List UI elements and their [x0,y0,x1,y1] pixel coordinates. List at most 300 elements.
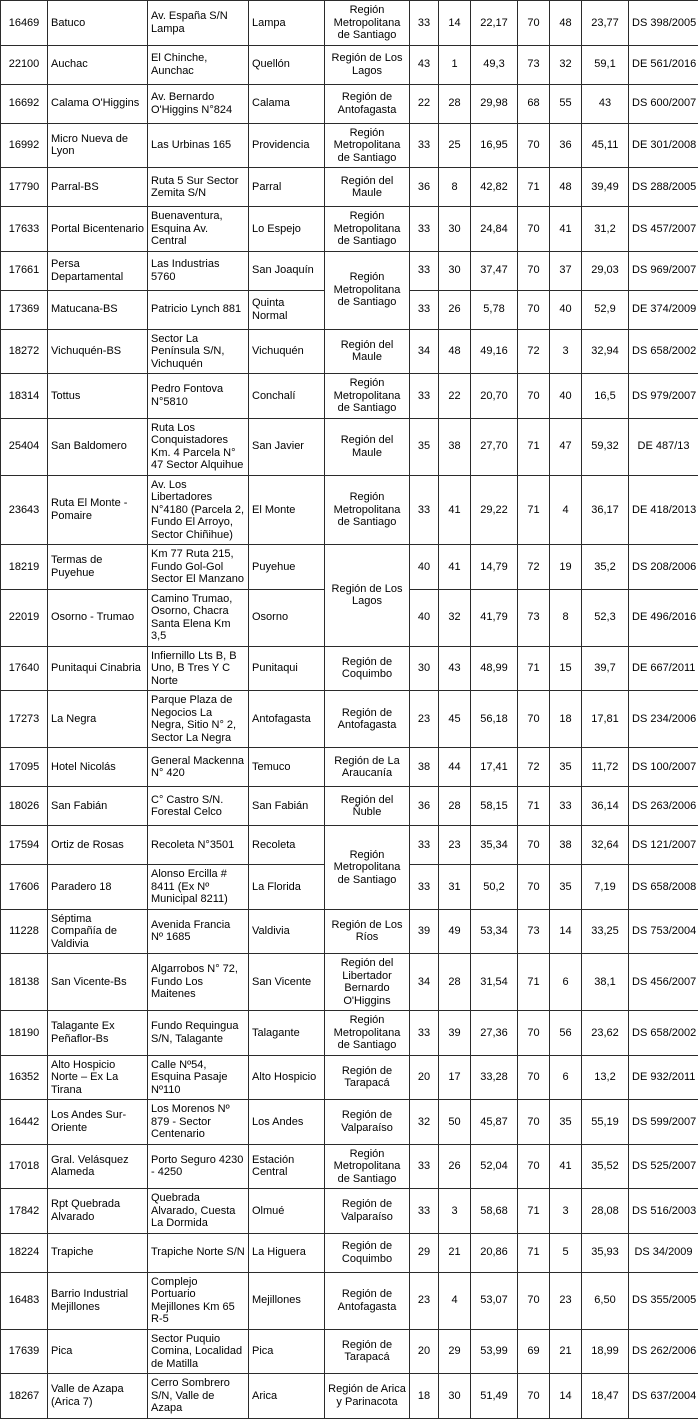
table-row [1,1144,698,1189]
value-cell: 32 [439,589,471,646]
commune-cell: Osorno [249,589,325,646]
facility-id-cell: 16442 [1,1100,48,1145]
address-cell: Camino Trumao, Osorno, Chacra Santa Elena Km 3,5 [148,589,249,646]
value-cell: 52,9 [582,290,629,329]
address-cell: Km 77 Ruta 215, Fundo Gol-Gol Sector El Manzano [148,545,249,590]
value-cell: 21 [439,1233,471,1272]
value-cell: 41 [550,1144,582,1189]
commune-cell: Arica [249,1374,325,1419]
region-cell: Región del Ñuble [325,787,410,826]
facility-name-cell: San Fabián [48,787,148,826]
value-cell: 6,50 [582,1272,629,1329]
decree-cell: DS 121/2007 [629,826,698,865]
table-row [1,826,698,865]
value-cell: 71 [518,646,550,691]
value-cell: 71 [518,168,550,207]
facilities-table-body [1,1,698,1419]
region-cell: Región de Antofagasta [325,1272,410,1329]
address-cell: Avenida Francia Nº 1685 [148,909,249,954]
value-cell: 70 [518,1011,550,1056]
value-cell: 48 [439,329,471,374]
value-cell: 73 [518,909,550,954]
value-cell: 49,16 [471,329,518,374]
table-row [1,207,698,252]
value-cell: 29,98 [471,84,518,123]
facility-id-cell: 18272 [1,329,48,374]
facility-name-cell: Osorno - Trumao [48,589,148,646]
value-cell: 40 [410,545,439,590]
address-cell: General Mackenna N° 420 [148,748,249,787]
table-row [1,1011,698,1056]
value-cell: 22 [410,84,439,123]
address-cell: Alonso Ercilla # 8411 (Ex Nº Municipal 8211) [148,865,249,910]
facility-name-cell: La Negra [48,691,148,748]
value-cell: 33 [550,787,582,826]
table-row [1,954,698,1011]
value-cell: 53,99 [471,1329,518,1374]
value-cell: 71 [518,1233,550,1272]
value-cell: 33 [410,207,439,252]
value-cell: 29 [410,1233,439,1272]
region-cell: Región de Valparaíso [325,1189,410,1234]
value-cell: 45 [439,691,471,748]
value-cell: 59,1 [582,45,629,84]
value-cell: 28 [439,84,471,123]
value-cell: 41,79 [471,589,518,646]
value-cell: 22 [439,374,471,419]
value-cell: 7,19 [582,865,629,910]
region-cell: Región Metropolitana de Santiago [325,1011,410,1056]
facility-id-cell: 18190 [1,1011,48,1056]
value-cell: 70 [518,374,550,419]
value-cell: 48 [550,1,582,46]
decree-cell: DS 753/2004 [629,909,698,954]
value-cell: 14,79 [471,545,518,590]
decree-cell: DS 355/2005 [629,1272,698,1329]
value-cell: 41 [550,207,582,252]
facility-id-cell: 17606 [1,865,48,910]
value-cell: 45,11 [582,123,629,168]
table-row [1,1100,698,1145]
value-cell: 40 [550,374,582,419]
value-cell: 53,34 [471,909,518,954]
address-cell: Recoleta N°3501 [148,826,249,865]
value-cell: 15 [550,646,582,691]
value-cell: 72 [518,545,550,590]
value-cell: 33 [410,251,439,290]
facility-id-cell: 22100 [1,45,48,84]
value-cell: 36 [550,123,582,168]
region-cell: Región de Valparaíso [325,1100,410,1145]
value-cell: 19 [550,545,582,590]
decree-cell: DS 658/2008 [629,865,698,910]
value-cell: 70 [518,1,550,46]
facility-id-cell: 17594 [1,826,48,865]
value-cell: 35 [550,1100,582,1145]
facility-id-cell: 16692 [1,84,48,123]
region-cell: Región Metropolitana de Santiago [325,207,410,252]
commune-cell: Vichuquén [249,329,325,374]
value-cell: 35,2 [582,545,629,590]
address-cell: Infiernillo Lts B, B Uno, B Tres Y C Norte [148,646,249,691]
value-cell: 35 [550,748,582,787]
decree-cell: DS 34/2009 [629,1233,698,1272]
facility-name-cell: Micro Nueva de Lyon [48,123,148,168]
region-cell: Región de Coquimbo [325,1233,410,1272]
value-cell: 71 [518,418,550,475]
facility-id-cell: 16469 [1,1,48,46]
value-cell: 32,64 [582,826,629,865]
value-cell: 51,49 [471,1374,518,1419]
value-cell: 33,28 [471,1055,518,1100]
region-cell: Región Metropolitana de Santiago [325,251,410,329]
facility-name-cell: Termas de Puyehue [48,545,148,590]
commune-cell: El Monte [249,475,325,545]
facility-name-cell: Rpt Quebrada Alvarado [48,1189,148,1234]
value-cell: 35 [550,865,582,910]
facility-id-cell: 17273 [1,691,48,748]
facility-id-cell: 17095 [1,748,48,787]
value-cell: 40 [410,589,439,646]
value-cell: 44 [439,748,471,787]
facility-name-cell: Parral-BS [48,168,148,207]
value-cell: 33 [410,1189,439,1234]
value-cell: 23 [410,1272,439,1329]
decree-cell: DE 374/2009 [629,290,698,329]
value-cell: 48 [550,168,582,207]
value-cell: 33 [410,1011,439,1056]
value-cell: 17,81 [582,691,629,748]
decree-cell: DE 932/2011 [629,1055,698,1100]
address-cell: Complejo Portuario Mejillones Km 65 R-5 [148,1272,249,1329]
decree-cell: DS 263/2006 [629,787,698,826]
value-cell: 70 [518,251,550,290]
value-cell: 31 [439,865,471,910]
value-cell: 70 [518,1272,550,1329]
decree-cell: DS 599/2007 [629,1100,698,1145]
value-cell: 16,95 [471,123,518,168]
address-cell: Parque Plaza de Negocios La Negra, Sitio N° 2, Sector La Negra [148,691,249,748]
commune-cell: Punitaqui [249,646,325,691]
commune-cell: San Fabián [249,787,325,826]
decree-cell: DS 637/2004 [629,1374,698,1419]
value-cell: 23,62 [582,1011,629,1056]
commune-cell: Quellón [249,45,325,84]
facility-name-cell: Matucana-BS [48,290,148,329]
value-cell: 47 [550,418,582,475]
value-cell: 58,15 [471,787,518,826]
facility-name-cell: Gral. Velásquez Alameda [48,1144,148,1189]
decree-cell: DS 208/2006 [629,545,698,590]
value-cell: 50,2 [471,865,518,910]
table-row [1,374,698,419]
value-cell: 52,04 [471,1144,518,1189]
region-cell: Región Metropolitana de Santiago [325,1,410,46]
commune-cell: Conchalí [249,374,325,419]
commune-cell: Lo Espejo [249,207,325,252]
region-cell: Región de Los Lagos [325,545,410,647]
value-cell: 38 [410,748,439,787]
commune-cell: La Higuera [249,1233,325,1272]
value-cell: 43 [439,646,471,691]
value-cell: 14 [550,1374,582,1419]
value-cell: 59,32 [582,418,629,475]
facility-name-cell: Ortiz de Rosas [48,826,148,865]
commune-cell: Mejillones [249,1272,325,1329]
value-cell: 21 [550,1329,582,1374]
table-row [1,1272,698,1329]
value-cell: 18 [410,1374,439,1419]
value-cell: 55,19 [582,1100,629,1145]
facility-name-cell: Valle de Azapa (Arica 7) [48,1374,148,1419]
decree-cell: DS 100/2007 [629,748,698,787]
value-cell: 20,70 [471,374,518,419]
facility-id-cell: 25404 [1,418,48,475]
value-cell: 14 [550,909,582,954]
facility-id-cell: 17842 [1,1189,48,1234]
facility-name-cell: Paradero 18 [48,865,148,910]
table-row [1,418,698,475]
address-cell: Algarrobos N° 72, Fundo Los Maitenes [148,954,249,1011]
table-row [1,909,698,954]
commune-cell: Los Andes [249,1100,325,1145]
decree-cell: DS 456/2007 [629,954,698,1011]
value-cell: 26 [439,290,471,329]
region-cell: Región del Maule [325,168,410,207]
address-cell: Sector La Península S/N, Vichuquén [148,329,249,374]
facility-id-cell: 18138 [1,954,48,1011]
value-cell: 71 [518,475,550,545]
value-cell: 43 [582,84,629,123]
address-cell: Las Industrias 5760 [148,251,249,290]
table-row [1,84,698,123]
value-cell: 70 [518,1144,550,1189]
decree-cell: DS 288/2005 [629,168,698,207]
decree-cell: DE 487/13 [629,418,698,475]
table-row [1,545,698,590]
value-cell: 39,49 [582,168,629,207]
value-cell: 71 [518,954,550,1011]
value-cell: 38,1 [582,954,629,1011]
table-row [1,646,698,691]
value-cell: 69 [518,1329,550,1374]
value-cell: 33,25 [582,909,629,954]
address-cell: C° Castro S/N. Forestal Celco [148,787,249,826]
value-cell: 32,94 [582,329,629,374]
facility-id-cell: 23643 [1,475,48,545]
table-row [1,748,698,787]
value-cell: 55 [550,84,582,123]
value-cell: 40 [550,290,582,329]
table-row [1,123,698,168]
commune-cell: La Florida [249,865,325,910]
value-cell: 70 [518,207,550,252]
value-cell: 31,2 [582,207,629,252]
value-cell: 3 [550,1189,582,1234]
decree-cell: DS 457/2007 [629,207,698,252]
decree-cell: DS 516/2003 [629,1189,698,1234]
region-cell: Región Metropolitana de Santiago [325,1144,410,1189]
facility-name-cell: Punitaqui Cinabria [48,646,148,691]
value-cell: 23 [410,691,439,748]
table-row [1,1055,698,1100]
table-row [1,1,698,46]
facility-id-cell: 17369 [1,290,48,329]
value-cell: 56,18 [471,691,518,748]
region-cell: Región Metropolitana de Santiago [325,475,410,545]
value-cell: 36,14 [582,787,629,826]
decree-cell: DS 398/2005 [629,1,698,46]
value-cell: 23 [439,826,471,865]
value-cell: 31,54 [471,954,518,1011]
address-cell: Patricio Lynch 881 [148,290,249,329]
value-cell: 29,22 [471,475,518,545]
address-cell: Cerro Sombrero S/N, Valle de Azapa [148,1374,249,1419]
facility-id-cell: 18224 [1,1233,48,1272]
decree-cell: DE 667/2011 [629,646,698,691]
commune-cell: Quinta Normal [249,290,325,329]
value-cell: 3 [439,1189,471,1234]
value-cell: 70 [518,826,550,865]
facility-id-cell: 18314 [1,374,48,419]
value-cell: 24,84 [471,207,518,252]
facility-name-cell: Ruta El Monte - Pomaire [48,475,148,545]
region-cell: Región del Maule [325,329,410,374]
value-cell: 70 [518,123,550,168]
value-cell: 70 [518,691,550,748]
commune-cell: Talagante [249,1011,325,1056]
value-cell: 18,47 [582,1374,629,1419]
facility-name-cell: Séptima Compañía de Valdivia [48,909,148,954]
table-row [1,787,698,826]
value-cell: 36 [410,787,439,826]
value-cell: 30 [439,251,471,290]
value-cell: 37 [550,251,582,290]
value-cell: 56 [550,1011,582,1056]
value-cell: 35,52 [582,1144,629,1189]
facility-name-cell: Trapiche [48,1233,148,1272]
facility-id-cell: 17640 [1,646,48,691]
value-cell: 33 [410,865,439,910]
decree-cell: DS 262/2006 [629,1329,698,1374]
value-cell: 68 [518,84,550,123]
value-cell: 45,87 [471,1100,518,1145]
facility-id-cell: 17790 [1,168,48,207]
commune-cell: Providencia [249,123,325,168]
table-row [1,45,698,84]
decree-cell: DS 979/2007 [629,374,698,419]
value-cell: 3 [550,329,582,374]
value-cell: 29 [439,1329,471,1374]
region-cell: Región de Los Ríos [325,909,410,954]
facility-id-cell: 18026 [1,787,48,826]
commune-cell: Olmué [249,1189,325,1234]
value-cell: 49,3 [471,45,518,84]
facility-id-cell: 18267 [1,1374,48,1419]
commune-cell: Antofagasta [249,691,325,748]
decree-cell: DS 969/2007 [629,251,698,290]
commune-cell: Puyehue [249,545,325,590]
decree-cell: DS 525/2007 [629,1144,698,1189]
value-cell: 34 [410,954,439,1011]
value-cell: 28 [439,787,471,826]
value-cell: 33 [410,1144,439,1189]
region-cell: Región de La Araucanía [325,748,410,787]
value-cell: 33 [410,290,439,329]
commune-cell: San Vicente [249,954,325,1011]
value-cell: 33 [410,374,439,419]
commune-cell: Temuco [249,748,325,787]
facility-id-cell: 16352 [1,1055,48,1100]
value-cell: 38 [550,826,582,865]
value-cell: 20,86 [471,1233,518,1272]
facility-id-cell: 17661 [1,251,48,290]
value-cell: 70 [518,865,550,910]
region-cell: Región Metropolitana de Santiago [325,123,410,168]
region-cell: Región Metropolitana de Santiago [325,826,410,910]
value-cell: 23,77 [582,1,629,46]
decree-cell: DS 658/2002 [629,1011,698,1056]
commune-cell: San Joaquín [249,251,325,290]
address-cell: Ruta 5 Sur Sector Zemita S/N [148,168,249,207]
facility-name-cell: Vichuquén-BS [48,329,148,374]
value-cell: 30 [410,646,439,691]
facility-name-cell: Barrio Industrial Mejillones [48,1272,148,1329]
value-cell: 20 [410,1055,439,1100]
value-cell: 48,99 [471,646,518,691]
value-cell: 5 [550,1233,582,1272]
value-cell: 11,72 [582,748,629,787]
facility-name-cell: Alto Hospicio Norte – Ex La Tirana [48,1055,148,1100]
facility-id-cell: 17018 [1,1144,48,1189]
value-cell: 6 [550,1055,582,1100]
value-cell: 36,17 [582,475,629,545]
region-cell: Región de Antofagasta [325,691,410,748]
address-cell: Trapiche Norte S/N [148,1233,249,1272]
facility-name-cell: Calama O'Higgins [48,84,148,123]
value-cell: 35,34 [471,826,518,865]
table-row [1,1374,698,1419]
table-row [1,251,698,290]
address-cell: Las Urbinas 165 [148,123,249,168]
value-cell: 28,08 [582,1189,629,1234]
decree-cell: DE 561/2016 [629,45,698,84]
commune-cell: Pica [249,1329,325,1374]
decree-cell: DS 234/2006 [629,691,698,748]
facility-name-cell: San Baldomero [48,418,148,475]
value-cell: 17 [439,1055,471,1100]
table-row [1,691,698,748]
facility-name-cell: Tottus [48,374,148,419]
region-cell: Región de Los Lagos [325,45,410,84]
value-cell: 70 [518,1374,550,1419]
value-cell: 22,17 [471,1,518,46]
facility-name-cell: Persa Departamental [48,251,148,290]
value-cell: 8 [550,589,582,646]
value-cell: 1 [439,45,471,84]
value-cell: 42,82 [471,168,518,207]
facility-name-cell: Pica [48,1329,148,1374]
table-row [1,329,698,374]
value-cell: 34 [410,329,439,374]
facility-id-cell: 17633 [1,207,48,252]
value-cell: 39,7 [582,646,629,691]
value-cell: 58,68 [471,1189,518,1234]
value-cell: 49 [439,909,471,954]
value-cell: 72 [518,748,550,787]
address-cell: Porto Seguro 4230 - 4250 [148,1144,249,1189]
decree-cell: DS 600/2007 [629,84,698,123]
